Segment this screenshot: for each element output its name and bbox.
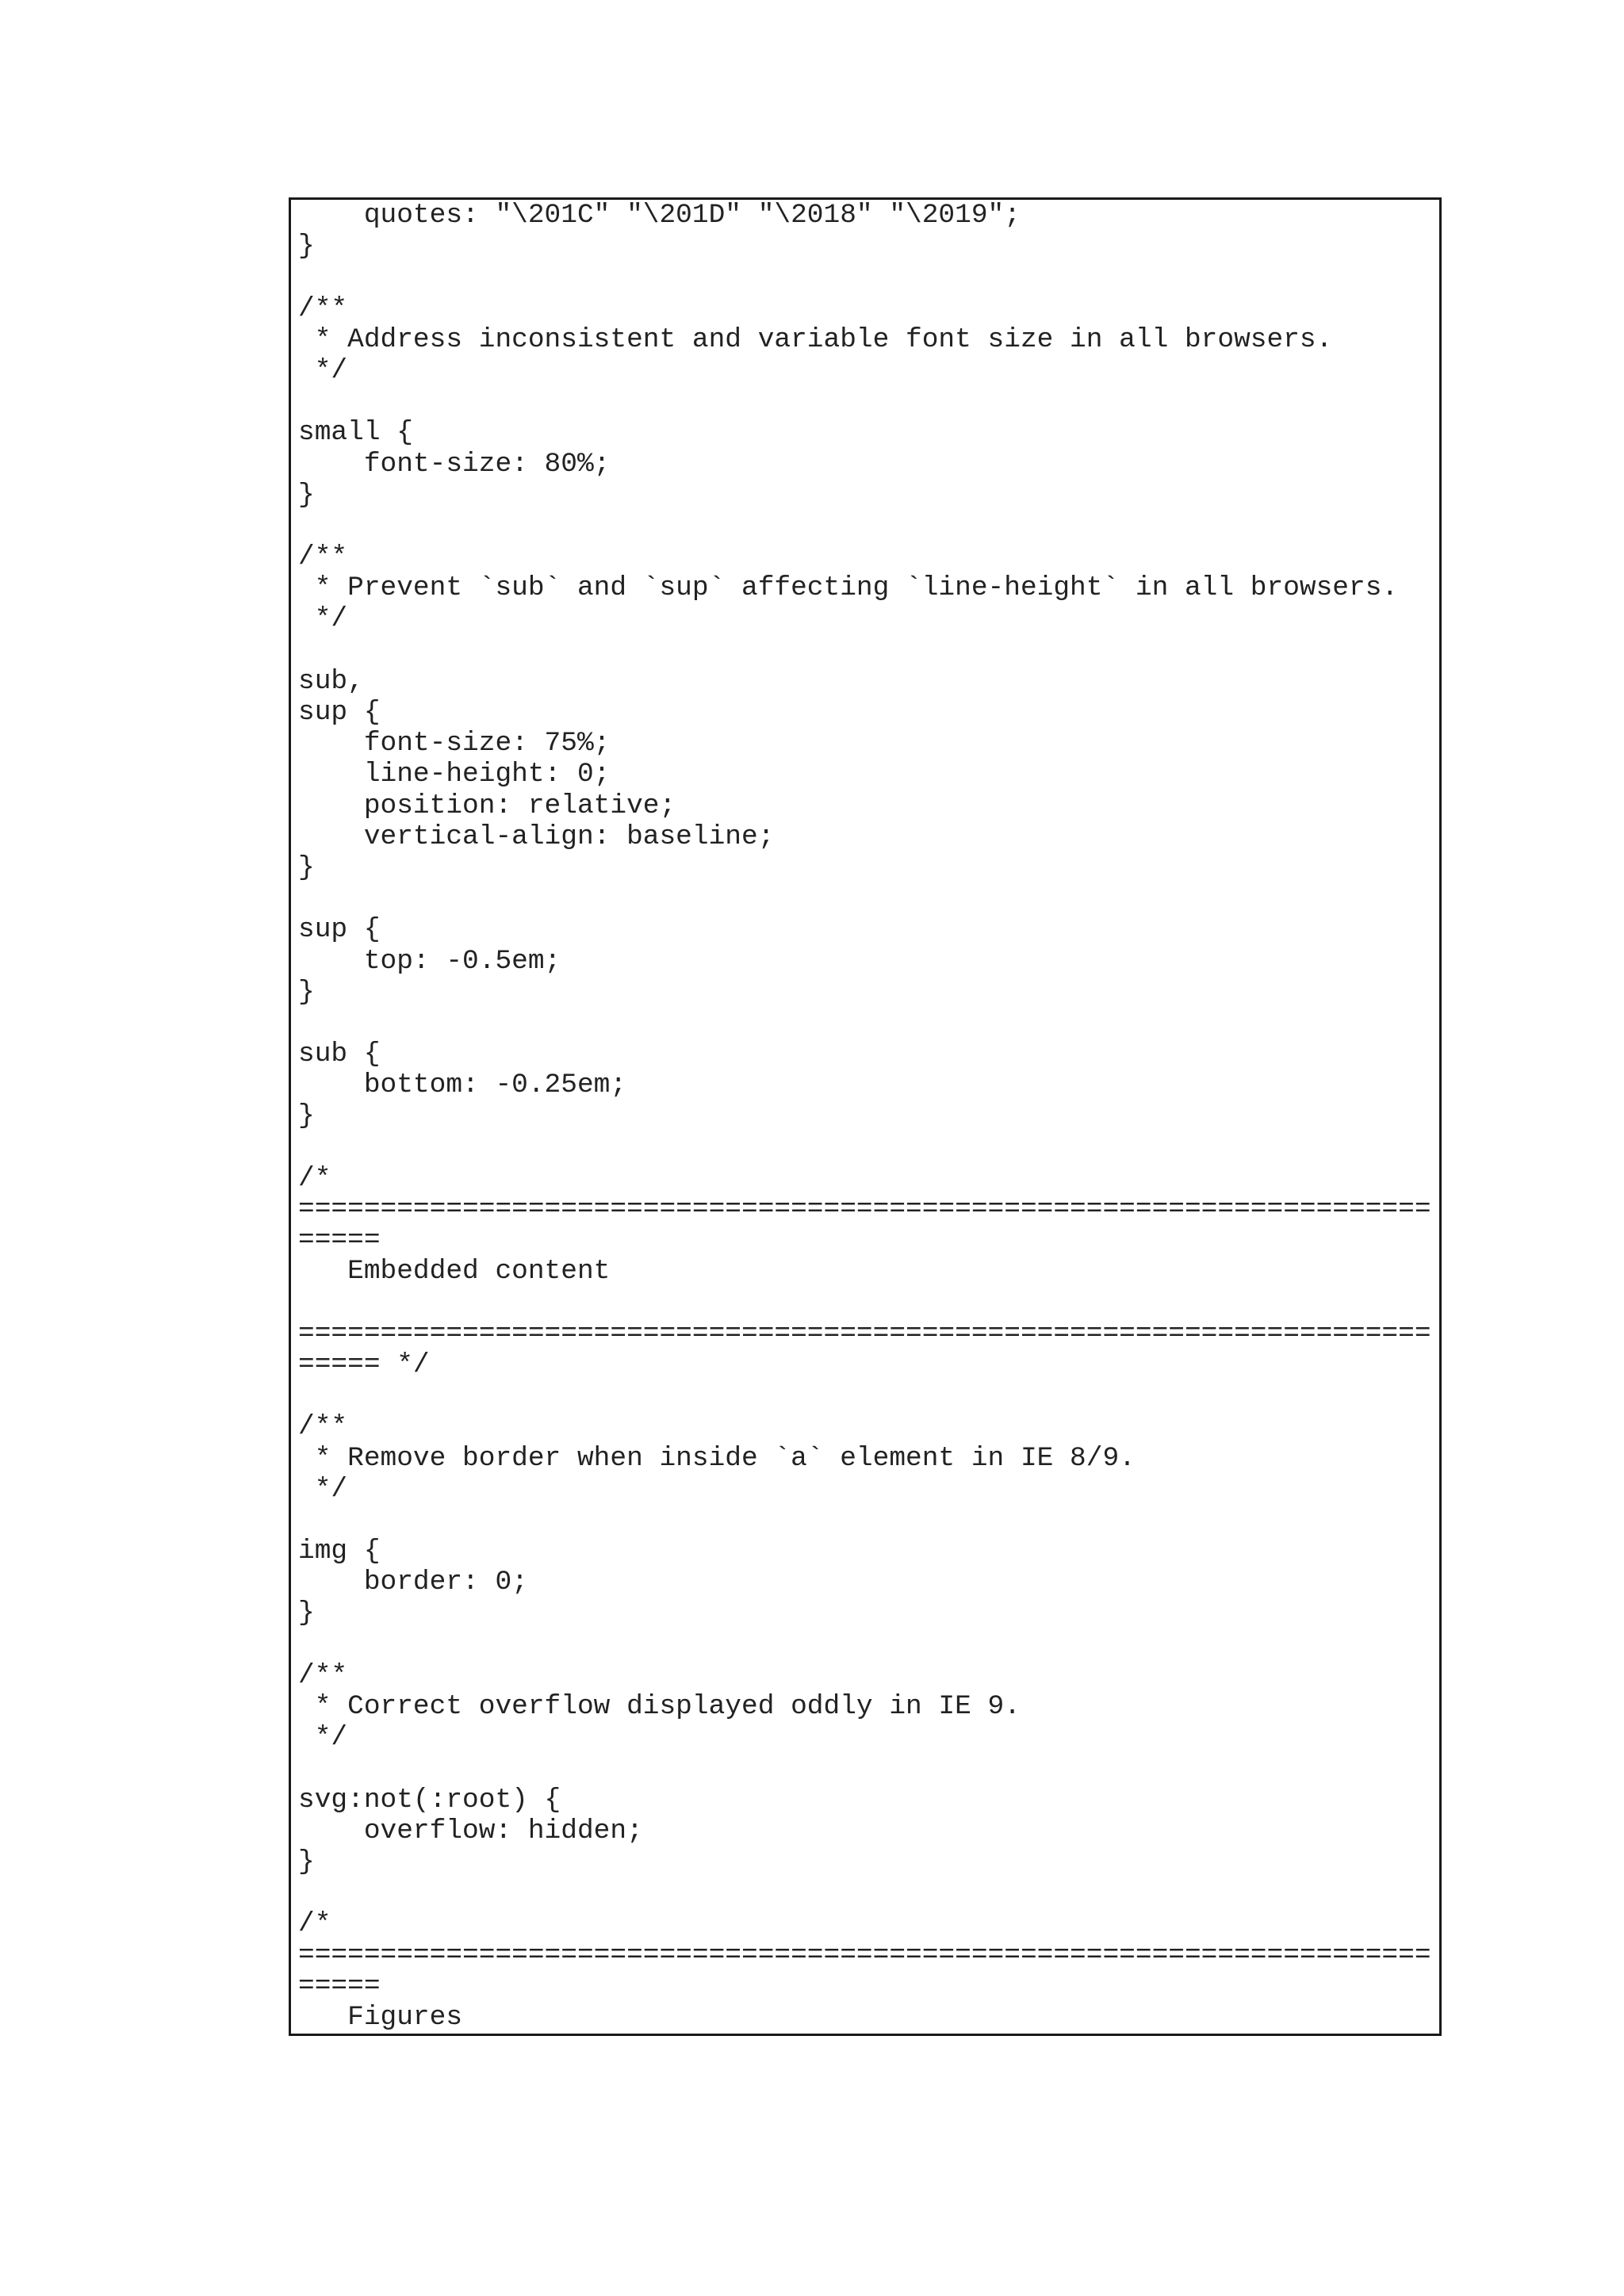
code-line: font-size: 80%; bbox=[298, 448, 611, 480]
code-line: */ bbox=[298, 1473, 348, 1505]
code-line: */ bbox=[298, 1722, 348, 1754]
code-line: /** bbox=[298, 1411, 348, 1443]
code-line: } bbox=[298, 231, 315, 262]
code-line bbox=[298, 1380, 1431, 1411]
code-line: * Prevent `sub` and `sup` affecting `line-height` in all browsers. bbox=[298, 572, 1399, 604]
code-line: position: relative; bbox=[298, 790, 676, 821]
code-line bbox=[298, 635, 1431, 666]
code-line: top: -0.5em; bbox=[298, 945, 561, 977]
code-line: Figures bbox=[298, 2001, 463, 2033]
code-line: /** bbox=[298, 541, 348, 573]
code-line bbox=[298, 1505, 1431, 1536]
code-line bbox=[298, 386, 1431, 417]
code-line: sup { bbox=[298, 697, 381, 728]
code-line bbox=[298, 1288, 1431, 1318]
code-line: * Correct overflow displayed oddly in IE 9. bbox=[298, 1691, 1021, 1722]
code-line bbox=[298, 1877, 1431, 1908]
code-line: vertical-align: baseline; bbox=[298, 821, 775, 852]
code-line: ===== bbox=[298, 1970, 381, 2002]
code-line: ===== */ bbox=[298, 1349, 430, 1380]
code-line: small { bbox=[298, 417, 413, 449]
code-line bbox=[298, 1629, 1431, 1660]
code-line bbox=[298, 1008, 1431, 1039]
code-line bbox=[298, 1132, 1431, 1163]
code-line: /** bbox=[298, 293, 348, 324]
code-line: font-size: 75%; bbox=[298, 728, 611, 760]
code-line: */ bbox=[298, 603, 348, 635]
code-line: sup { bbox=[298, 914, 381, 946]
code-line: ===================================================================== bbox=[298, 1194, 1431, 1225]
code-line: } bbox=[298, 1598, 315, 1629]
code-listing bbox=[298, 200, 1431, 2033]
code-line: sub, bbox=[298, 665, 364, 697]
code-line: } bbox=[298, 1846, 315, 1877]
code-line: /* bbox=[298, 1162, 331, 1194]
code-line: svg:not(:root) { bbox=[298, 1784, 561, 1816]
code-line: * Remove border when inside `a` element in IE 8/9. bbox=[298, 1442, 1136, 1474]
code-line: border: 0; bbox=[298, 1567, 528, 1598]
code-line: Embedded content bbox=[298, 1256, 611, 1288]
code-line: /** bbox=[298, 1659, 348, 1691]
code-line: * Address inconsistent and variable font size in all browsers. bbox=[298, 323, 1333, 355]
code-line: sub { bbox=[298, 1039, 381, 1070]
code-line bbox=[298, 511, 1431, 541]
code-line: */ bbox=[298, 354, 348, 386]
code-line: overflow: hidden; bbox=[298, 1815, 643, 1846]
code-listing-frame bbox=[289, 197, 1442, 2036]
code-line: } bbox=[298, 1100, 315, 1132]
code-line: /* bbox=[298, 1908, 331, 1940]
code-line: ===================================================================== bbox=[298, 1939, 1431, 1971]
code-line: ===== bbox=[298, 1225, 381, 1257]
code-line: } bbox=[298, 976, 315, 1008]
code-line: quotes: "\201C" "\201D" "\2018" "\2019"; bbox=[298, 200, 1021, 231]
code-line: } bbox=[298, 479, 315, 511]
code-line: } bbox=[298, 851, 315, 883]
code-line: line-height: 0; bbox=[298, 759, 611, 790]
code-line: img { bbox=[298, 1536, 381, 1567]
code-line: ===================================================================== bbox=[298, 1318, 1431, 1349]
code-line bbox=[298, 262, 1431, 293]
code-line: bottom: -0.25em; bbox=[298, 1070, 627, 1101]
code-line bbox=[298, 1753, 1431, 1784]
code-line bbox=[298, 883, 1431, 914]
